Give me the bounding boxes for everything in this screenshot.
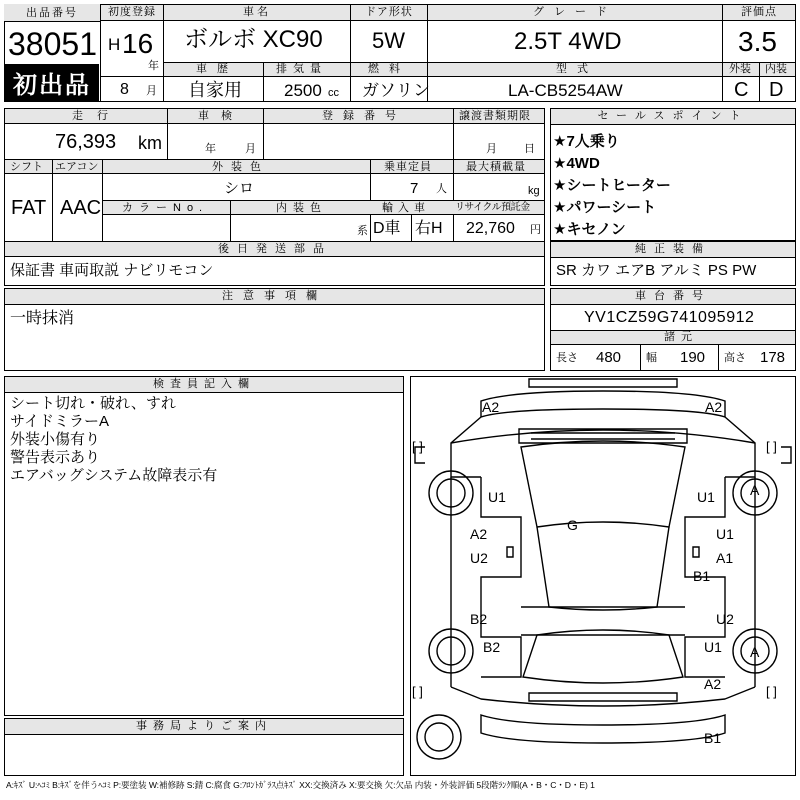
damage-mark: U1	[697, 489, 715, 505]
month-unit: 月	[146, 85, 157, 97]
length-label: 長さ	[556, 352, 578, 364]
reg-year: 16	[122, 28, 154, 59]
car-name: ボルボ XC90	[184, 26, 323, 53]
interior-grade-label: 内装	[765, 63, 787, 75]
bracket-mark: [ ]	[766, 439, 777, 454]
damage-mark: U1	[716, 526, 734, 542]
door-label: ドア形状	[351, 5, 427, 21]
exterior-grade: C	[734, 79, 749, 101]
interior-grade: D	[769, 79, 784, 101]
mileage: 76,393	[55, 131, 117, 153]
equipment-title: 純正装備	[551, 242, 795, 258]
inspector-note: エアバッグシステム故障表示有	[10, 467, 218, 484]
mileage-label: 走行	[72, 110, 122, 122]
ext-color: シロ	[224, 180, 255, 197]
reg-no-label: 登録番号	[322, 110, 406, 122]
damage-mark: A	[750, 644, 760, 660]
sales-point-item: ★シートヒーター	[553, 177, 671, 194]
model-label: 型式	[556, 63, 598, 75]
height-label: 高さ	[724, 352, 746, 364]
later-parts-label: 後日発送部品	[218, 243, 332, 255]
import-label: 輸入車	[382, 202, 430, 214]
load-label: 最大積載量	[466, 161, 526, 173]
fuel: ガソリン	[362, 81, 430, 100]
sales-point-item: ★キセノン	[553, 221, 626, 238]
damage-mark: U2	[716, 611, 734, 627]
damage-mark: A2	[482, 399, 500, 415]
inspector-notes	[10, 395, 217, 485]
score: 3.5	[738, 26, 777, 57]
bracket-mark: [ ]	[412, 684, 423, 699]
transfer-label: 譲渡書類期限	[459, 110, 531, 122]
damage-mark: U1	[488, 489, 506, 505]
capacity-label: 乗車定員	[384, 161, 432, 173]
damage-mark: G	[567, 517, 578, 533]
color-no-label: カラーNo.	[122, 202, 209, 214]
width: 190	[680, 349, 706, 366]
sales-point-item: ★4WD	[553, 155, 600, 172]
displacement-unit: cc	[328, 87, 339, 99]
inspector-note: シート切れ・破れ、すれ	[10, 395, 176, 412]
sales-points-title: セールスポイント	[551, 109, 795, 125]
recycle-label: リサイクル預託金	[455, 202, 530, 213]
ext-color-label: 外装色	[212, 161, 269, 173]
history-label: 車歴	[196, 63, 238, 75]
reg-month: 8	[120, 81, 129, 98]
dims-title: 諸元	[664, 331, 698, 343]
damage-mark: B1	[693, 568, 711, 584]
inspector-note: 外装小傷有り	[10, 431, 101, 448]
first-reg-label: 初度登録	[101, 5, 163, 21]
damage-mark: B2	[470, 611, 488, 627]
transfer-month-unit: 月	[486, 143, 497, 155]
length: 480	[596, 349, 622, 366]
capacity: 7	[410, 180, 419, 197]
capacity-unit: 人	[436, 183, 447, 195]
era: H	[108, 35, 121, 54]
chassis-title: 車台番号	[551, 289, 795, 305]
fuel-label: 燃料	[368, 63, 410, 75]
model: LA-CB5254AW	[508, 81, 623, 100]
ac: AAC	[60, 197, 102, 219]
inspection-label: 車検	[198, 110, 244, 122]
bracket-mark: [ ]	[412, 439, 423, 454]
displacement: 2500	[284, 81, 322, 100]
shift-label: シフト	[10, 161, 43, 173]
recycle: 22,760	[466, 220, 515, 237]
chassis-number: YV1CZ59G741095912	[584, 309, 755, 326]
load-unit: kg	[528, 185, 540, 197]
office-title: 事務局よりご案内	[5, 719, 403, 735]
lot-label: 出品番号	[4, 4, 100, 22]
damage-mark: U1	[704, 639, 722, 655]
int-color-label: 内装色	[276, 202, 327, 214]
equipment-value: SR カワ エアB アルミ PS PW	[556, 262, 757, 279]
sales-point-item: ★パワーシート	[553, 199, 657, 216]
inspector-title: 検査員記入欄	[5, 377, 403, 393]
shift: FAT	[11, 197, 47, 219]
damage-mark: B1	[704, 730, 722, 746]
damage-mark: A	[750, 482, 760, 498]
mileage-unit: km	[138, 133, 162, 153]
damage-mark: B2	[483, 639, 501, 655]
car-diagram-drawing	[411, 377, 795, 775]
legend: A:ｷｽﾞ U:ﾍｺﾐ B:ｷｽﾞを伴うﾍｺﾐ P:要塗装 W:補修跡 S:錆 C:腐食 G:ﾌﾛﾝﾄｶﾞﾗｽ点ｷｽﾞ XX:交換済み X:要交換 欠:欠品 内装・外装評価 5段階ﾗﾝｸ順(A・B・C・D・E) 1	[6, 780, 595, 790]
inspector-note: サイドミラーA	[10, 413, 109, 430]
score-label: 評価点	[723, 5, 795, 21]
inspection-year-unit: 年	[205, 143, 216, 155]
height: 178	[760, 349, 786, 366]
inspector-note: 警告表示あり	[10, 449, 101, 466]
later-parts: 保証書 車両取説 ナビリモコン	[10, 262, 214, 279]
exterior-grade-label: 外装	[729, 63, 751, 75]
sales-points-list	[553, 131, 671, 241]
damage-mark: A2	[704, 676, 722, 692]
damage-mark: A2	[705, 399, 723, 415]
lot-number: 38051	[8, 26, 97, 62]
year-unit: 年	[148, 60, 159, 72]
door-type: 5W	[372, 28, 405, 53]
import-steer: 右H	[415, 220, 443, 237]
grade: 2.5T 4WD	[514, 28, 622, 55]
ac-label: エアコン	[55, 161, 99, 173]
notes-value: 一時抹消	[10, 310, 75, 327]
notes-title: 注意事項欄	[5, 289, 544, 305]
damage-mark: A2	[470, 526, 488, 542]
transfer-day-unit: 日	[524, 143, 535, 155]
first-listing-badge: 初出品	[5, 64, 99, 101]
import-d: D車	[373, 220, 401, 237]
bracket-mark: [ ]	[766, 684, 777, 699]
recycle-unit: 円	[530, 224, 541, 236]
damage-mark: U2	[470, 550, 488, 566]
width-label: 幅	[646, 352, 657, 364]
damage-mark: A1	[716, 550, 734, 566]
car-name-label: 車名	[164, 5, 350, 21]
int-color-suffix: 系	[357, 225, 368, 237]
inspection-month-unit: 月	[245, 143, 256, 155]
sales-point-item: ★7人乗り	[553, 133, 620, 150]
history: 自家用	[188, 80, 242, 100]
grade-label: グレード	[428, 5, 722, 21]
displacement-label: 排気量	[276, 63, 327, 75]
